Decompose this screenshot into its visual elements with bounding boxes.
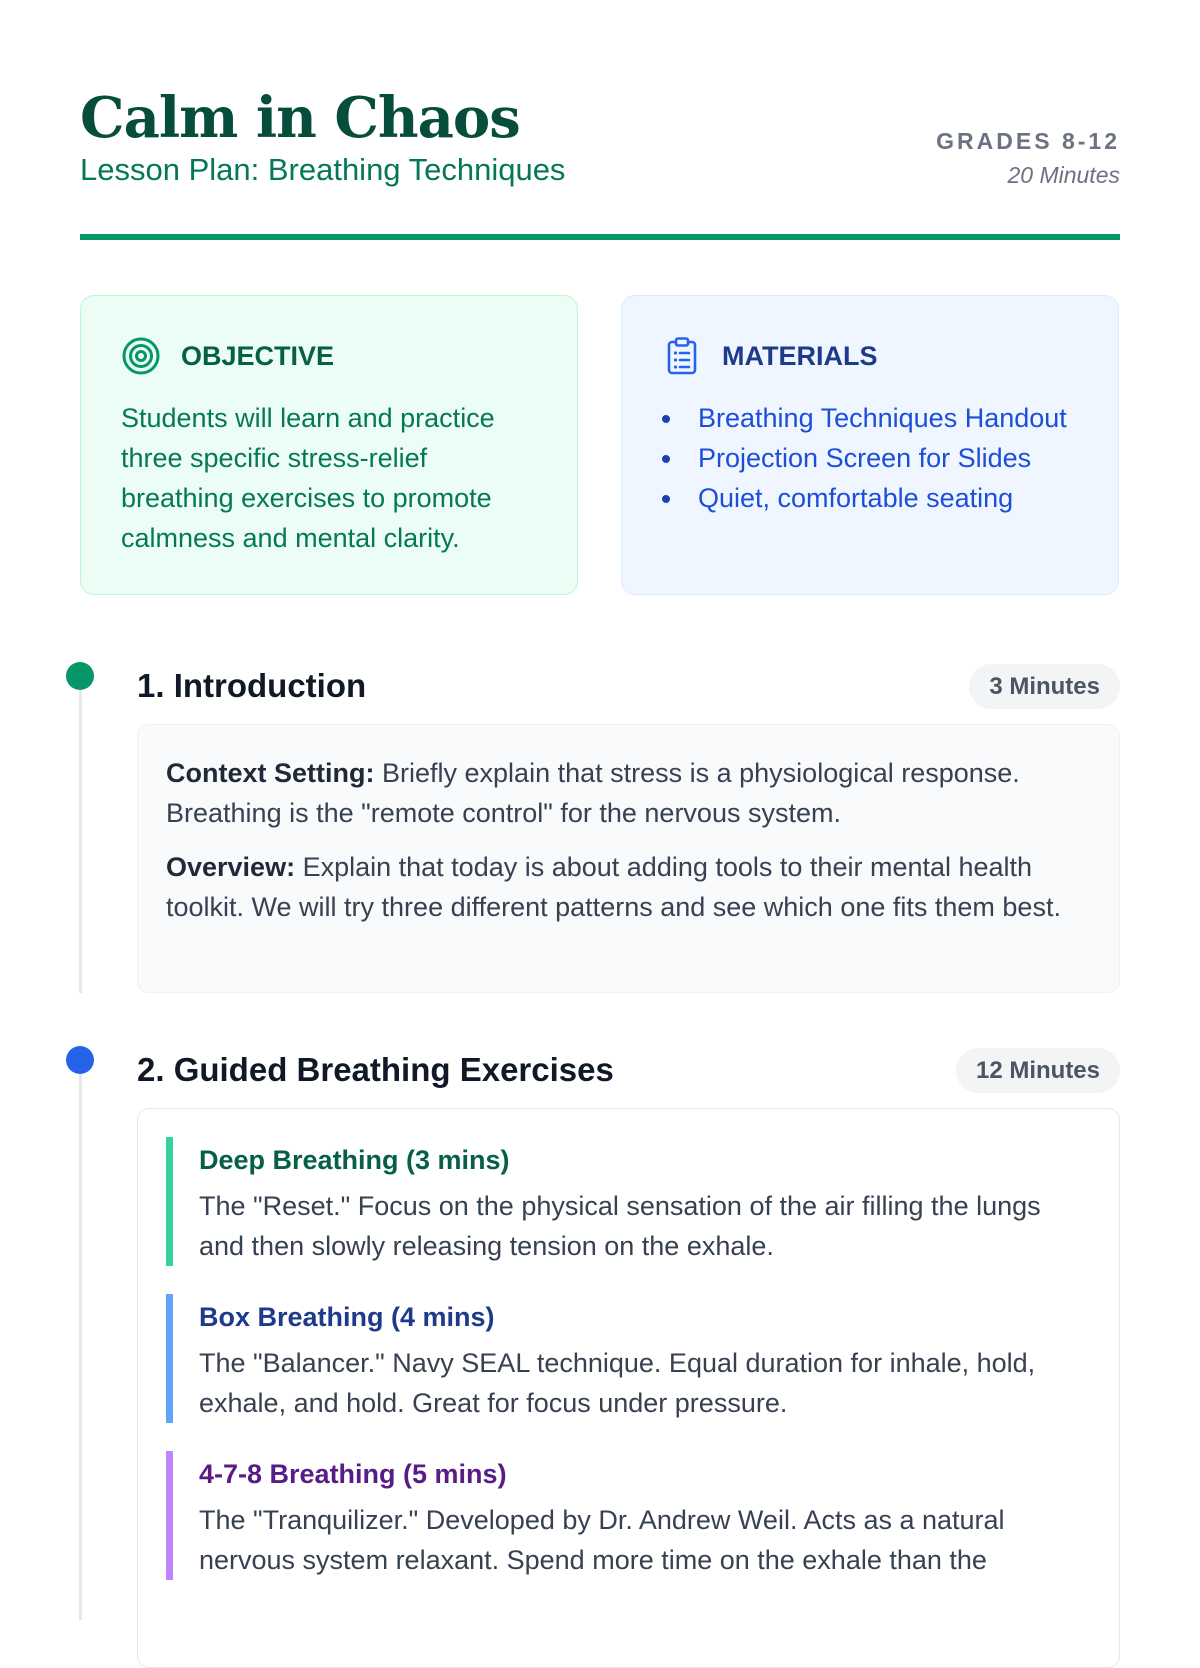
exercise-4-7-8-breathing [166,1451,1091,1580]
exercise-accent-bar [166,1137,173,1266]
time-badge: 12 Minutes [956,1048,1120,1093]
materials-item: Breathing Techniques Handout [662,398,1078,438]
section-title: 2. Guided Breathing Exercises [137,1051,614,1088]
exercise-description: The "Balancer." Navy SEAL technique. Equal duration for inhale, hold, exhale, and hold. Great for focus under pressure. [199,1348,1036,1418]
duration-label: 20 Minutes [1007,162,1120,188]
exercise-box-breathing [166,1294,1091,1423]
timeline-line [79,1060,82,1620]
page-title: Calm in Chaos [80,85,520,151]
lesson-plan-page [80,0,1120,1600]
section-title: 1. Introduction [137,667,367,704]
objective-title: OBJECTIVE [181,340,335,371]
page-subtitle: Lesson Plan: Breathing Techniques [80,152,566,187]
paragraph-text: Explain that today is about adding tools to their mental health toolkit. We will try three different patterns and see which one fits them best. [166,852,1061,922]
exercise-deep-breathing [166,1137,1091,1266]
paragraph-label: Overview: [166,852,296,882]
exercise-name: Box Breathing (4 mins) [199,1302,495,1332]
exercise-description: The "Reset." Focus on the physical sensation of the air filling the lungs and then slowly releasing tension on the exhale. [199,1191,1041,1261]
paragraph-text: Briefly explain that stress is a physiological response. Breathing is the "remote control" for the nervous system. [166,758,1020,828]
exercise-name: Deep Breathing (3 mins) [199,1145,510,1175]
exercise-accent-bar [166,1451,173,1580]
section-guided-breathing [80,0,1120,1600]
materials-item: Projection Screen for Slides [662,438,1078,478]
exercise-description: The "Tranquilizer." Developed by Dr. Andrew Weil. Acts as a natural nervous system relaxant. Spend more time on the exhale than the [199,1505,1005,1575]
grades-label: GRADES 8-12 [936,128,1120,154]
exercise-accent-bar [166,1294,173,1423]
timeline-dot [66,1046,94,1074]
paragraph-label: Context Setting: [166,758,375,788]
materials-item: Quiet, comfortable seating [662,478,1078,518]
objective-text: Students will learn and practice three specific stress-relief breathing exercises to promote calmness and mental clarity. [121,403,495,553]
materials-title: MATERIALS [722,340,878,371]
exercises-content [137,1108,1120,1668]
time-badge: 3 Minutes [969,664,1120,709]
exercise-name: 4-7-8 Breathing (5 mins) [199,1459,507,1489]
